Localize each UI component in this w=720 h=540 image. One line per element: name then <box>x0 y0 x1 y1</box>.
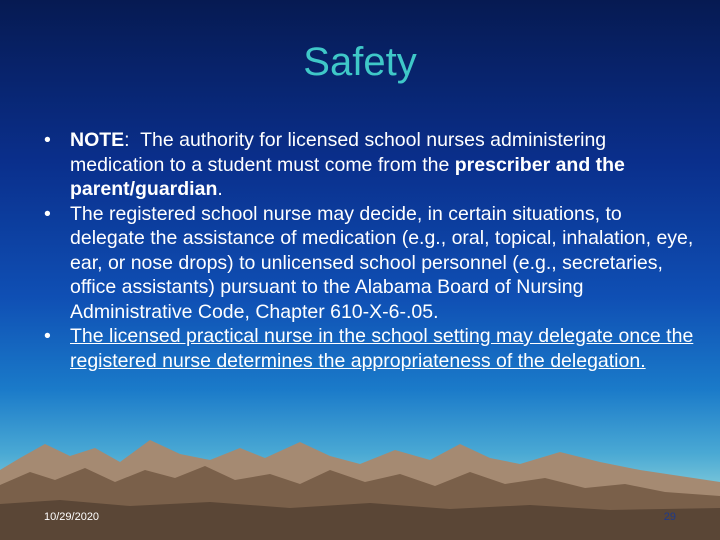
bullet-text: The licensed practical nurse in the school setting may delegate once the registered nurse determines the appropriateness of the delegation. <box>70 325 694 372</box>
note-emphasis: prescriber and the parent/guardian <box>70 153 625 200</box>
bullet-lpn <box>44 324 694 373</box>
note-label: NOTE <box>70 129 125 151</box>
bullet-note <box>44 128 694 202</box>
footer-date: 10/29/2020 <box>44 511 100 523</box>
note-end: . <box>217 178 223 200</box>
bullet-list <box>44 128 694 373</box>
mountain-range-graphic <box>0 430 720 540</box>
bullet-dot: • <box>44 325 51 347</box>
bullet-text: The registered school nurse may decide, in certain situations, to delegate the assistance of medication (e.g., oral, topical, inhalation, eye, ear, or nose drops) to unlicensed school personnel (e.g., secretaries, office assistants) pursuant to the Alabama Board of Nursing Administrative Code, Chapter 610-X-6-.05. <box>70 202 694 323</box>
bullet-registered-nurse <box>44 202 694 325</box>
note-colon: : <box>124 129 130 151</box>
note-text: The authority for licensed school nurses administering medication to a student must come from the <box>70 129 612 176</box>
footer-page-number: 29 <box>663 511 676 523</box>
bullet-dot: • <box>44 202 51 225</box>
slide-title: Safety <box>303 40 417 84</box>
bullet-dot: • <box>44 129 51 151</box>
